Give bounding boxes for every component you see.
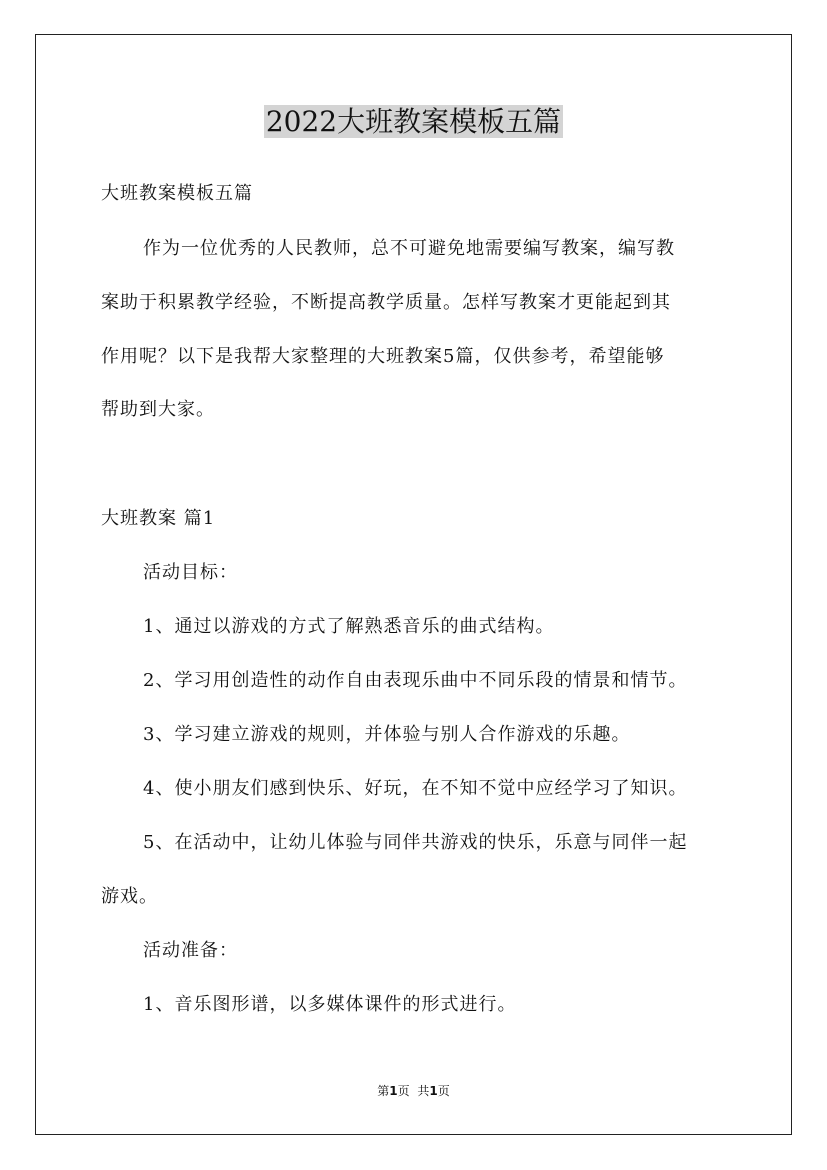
- footer-page-number: 1: [389, 1084, 398, 1098]
- prep-label: 活动准备：: [143, 940, 238, 961]
- footer-page-suffix: 页: [397, 1084, 410, 1098]
- footer-page-prefix: 第: [377, 1084, 390, 1098]
- footer-total-suffix: 页: [437, 1084, 450, 1098]
- goal-item-3: 3、学习建立游戏的规则，并体验与别人合作游戏的乐趣。: [143, 724, 631, 745]
- intro-line-3: 作用呢？以下是我帮大家整理的大班教案5篇，仅供参考，希望能够: [101, 346, 665, 367]
- goal-item-5-cont: 游戏。: [101, 886, 158, 907]
- prep-item-1: 1、音乐图形谱，以多媒体课件的形式进行。: [143, 994, 517, 1015]
- goal-item-1: 1、通过以游戏的方式了解熟悉音乐的曲式结构。: [143, 616, 555, 637]
- goal-item-5: 5、在活动中，让幼儿体验与同伴共游戏的快乐，乐意与同伴一起: [143, 832, 688, 853]
- page-footer: [0, 1083, 827, 1099]
- goal-item-2: 2、学习用创造性的动作自由表现乐曲中不同乐段的情景和情节。: [143, 670, 688, 691]
- goal-item-4: 4、使小朋友们感到快乐、好玩，在不知不觉中应经学习了知识。: [143, 778, 688, 799]
- section-heading: 大班教案 篇1: [101, 508, 216, 529]
- intro-line-4: 帮助到大家。: [101, 399, 215, 420]
- subtitle: 大班教案模板五篇: [101, 183, 253, 204]
- footer-total-prefix: 共: [417, 1084, 430, 1098]
- intro-line-1: 作为一位优秀的人民教师，总不可避免地需要编写教案，编写教: [143, 238, 675, 259]
- document-title: [0, 102, 827, 142]
- footer-total-number: 1: [429, 1084, 438, 1098]
- goals-label: 活动目标：: [143, 562, 238, 583]
- intro-line-2: 案助于积累教学经验，不断提高教学质量。怎样写教案才更能起到其: [101, 292, 671, 313]
- document-title-text: 2022大班教案模板五篇: [265, 105, 562, 138]
